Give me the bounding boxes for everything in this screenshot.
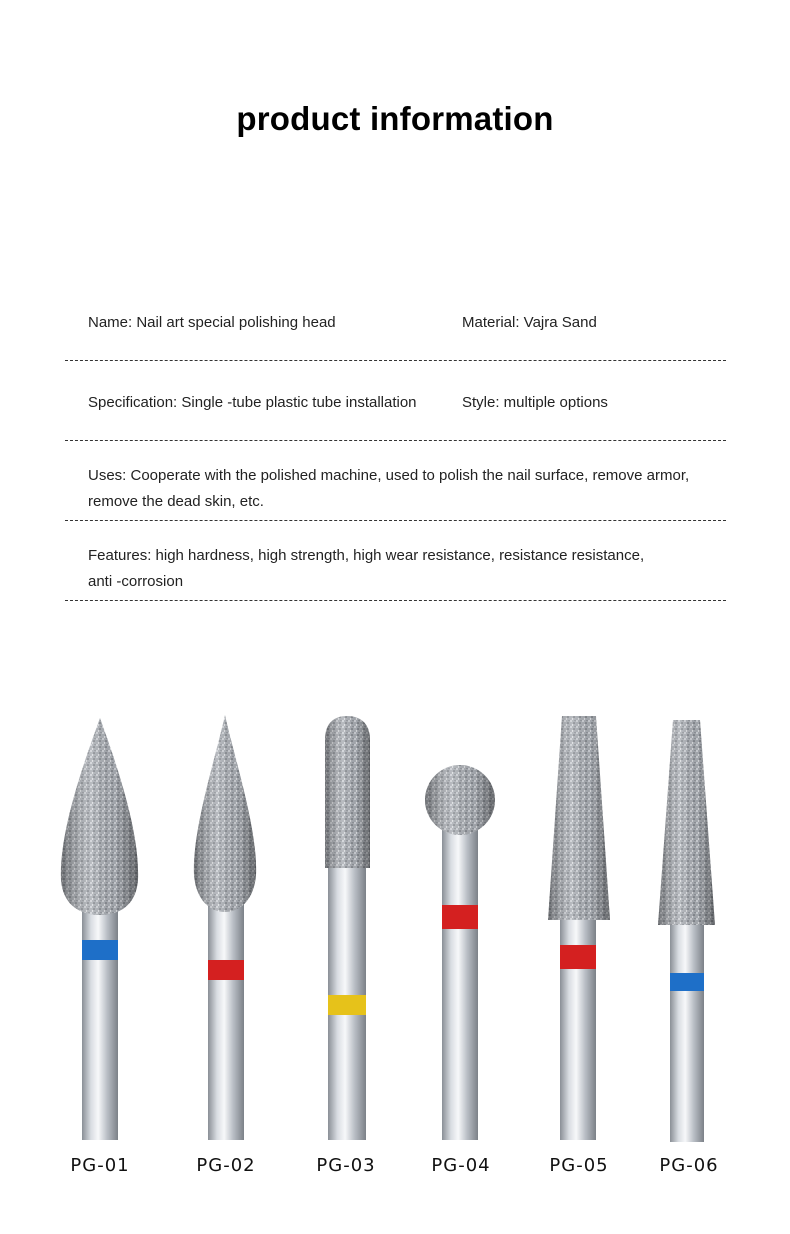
product-label-pg-03: PG-03 xyxy=(316,1155,376,1176)
band-pg-02 xyxy=(208,960,244,980)
band-pg-05 xyxy=(560,945,596,969)
page-title: product information xyxy=(236,100,554,137)
bit-pg-04 xyxy=(425,765,495,1140)
bit-pg-05 xyxy=(548,716,610,1140)
bit-pg-03 xyxy=(325,716,370,1140)
style-field: Style: multiple options xyxy=(462,394,608,411)
product-label-pg-06: PG-06 xyxy=(659,1155,719,1176)
uses-line-1: Uses: Cooperate with the polished machine, used to polish the nail surface, remove armor, xyxy=(88,467,690,484)
material-field: Material: Vajra Sand xyxy=(462,314,597,331)
product-label-pg-04: PG-04 xyxy=(431,1155,491,1176)
band-pg-01 xyxy=(82,940,118,960)
band-pg-04 xyxy=(442,905,478,929)
product-label-pg-01: PG-01 xyxy=(70,1155,130,1176)
uses-line-2: remove the dead skin, etc. xyxy=(88,493,264,510)
name-field: Name: Nail art special polishing head xyxy=(88,314,336,331)
bit-pg-01 xyxy=(61,718,138,1140)
product-label-pg-05: PG-05 xyxy=(549,1155,609,1176)
features-line-2: anti -corrosion xyxy=(88,573,184,590)
features-line-1: Features: high hardness, high strength, high wear resistance, resistance resistance, xyxy=(88,547,645,564)
specification-field: Specification: Single -tube plastic tube installation xyxy=(88,394,417,411)
band-pg-03 xyxy=(328,995,366,1015)
bit-pg-06 xyxy=(658,720,715,1142)
bit-pg-02 xyxy=(194,715,256,1140)
band-pg-06 xyxy=(670,973,704,991)
product-label-pg-02: PG-02 xyxy=(196,1155,256,1176)
